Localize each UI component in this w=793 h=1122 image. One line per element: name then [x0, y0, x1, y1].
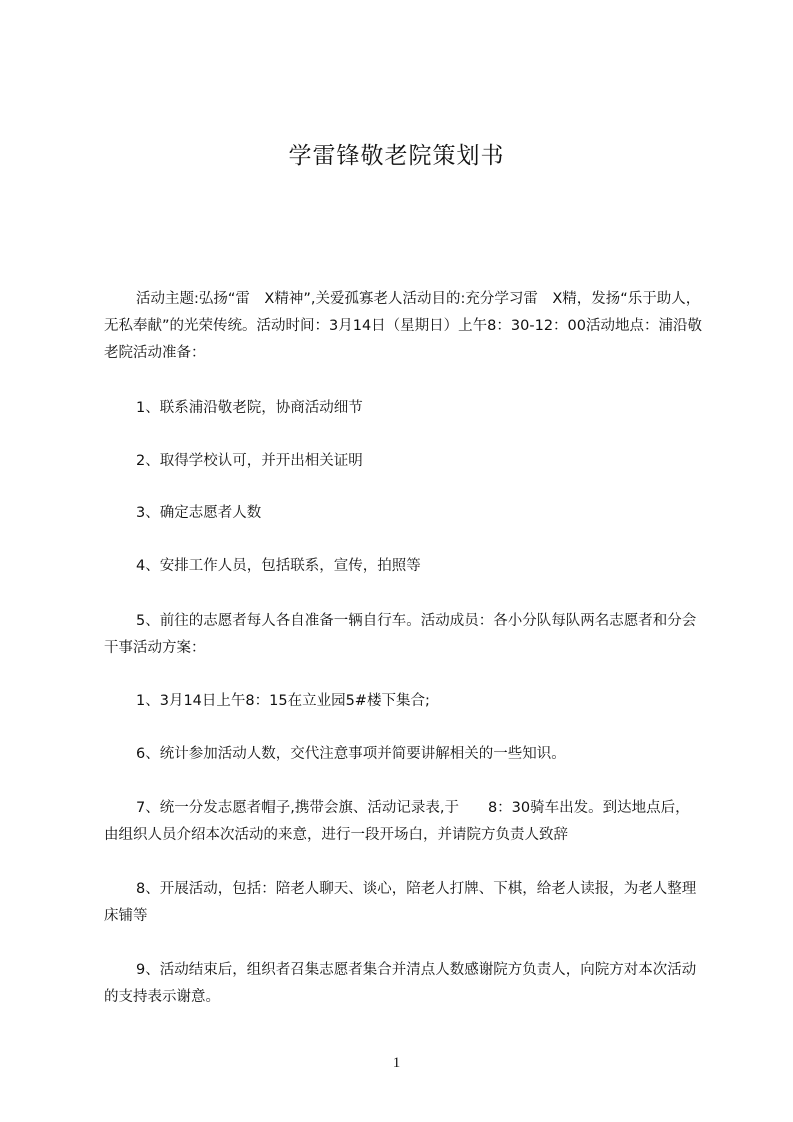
document-title: 学雷锋敬老院策划书 [288, 143, 505, 169]
plan-item-6: 6、统计参加活动人数，交代注意事项并简要讲解相关的一些知识。 [136, 746, 566, 762]
prep-item-1: 1、联系浦沿敬老院，协商活动细节 [136, 400, 363, 416]
prep-item-2: 2、取得学校认可，并开出相关证明 [136, 453, 363, 469]
plan-item-1: 1、3月14日上午8：15在立业园5#楼下集合; [136, 693, 430, 709]
prep-item-4: 4、安排工作人员，包括联系，宣传，拍照等 [136, 558, 421, 574]
plan-item-7: 7、统一分发志愿者帽子,携带会旗、活动记录表,于 8：30骑车出发。到达地点后，由组织人员介绍本次活动的来意，进行一段开场白，并请院方负责人致辞 [104, 800, 690, 843]
plan-item-8: 8、开展活动，包括：陪老人聊天、谈心，陪老人打牌、下棋，给老人读报，为老人整理床铺等 [104, 881, 697, 924]
prep-item-5: 5、前往的志愿者每人各自准备一辆自行车。活动成员：各小分队每队两名志愿者和分会干事活动方案： [104, 613, 697, 656]
page-number: 1 [392, 1055, 401, 1071]
plan-item-9: 9、活动结束后，组织者召集志愿者集合并清点人数感谢院方负责人，向院方对本次活动的支持表示谢意。 [104, 962, 697, 1005]
intro-paragraph: 活动主题:弘扬“雷 X精神”,关爱孤寡老人活动目的:充分学习雷 X精，发扬“乐于助人，无私奉献”的光荣传统。活动时间：3月14日（星期日）上午8：30-12：00活动地点：浦沿敬老院活动准备： [104, 291, 702, 361]
prep-item-3: 3、确定志愿者人数 [136, 505, 262, 521]
